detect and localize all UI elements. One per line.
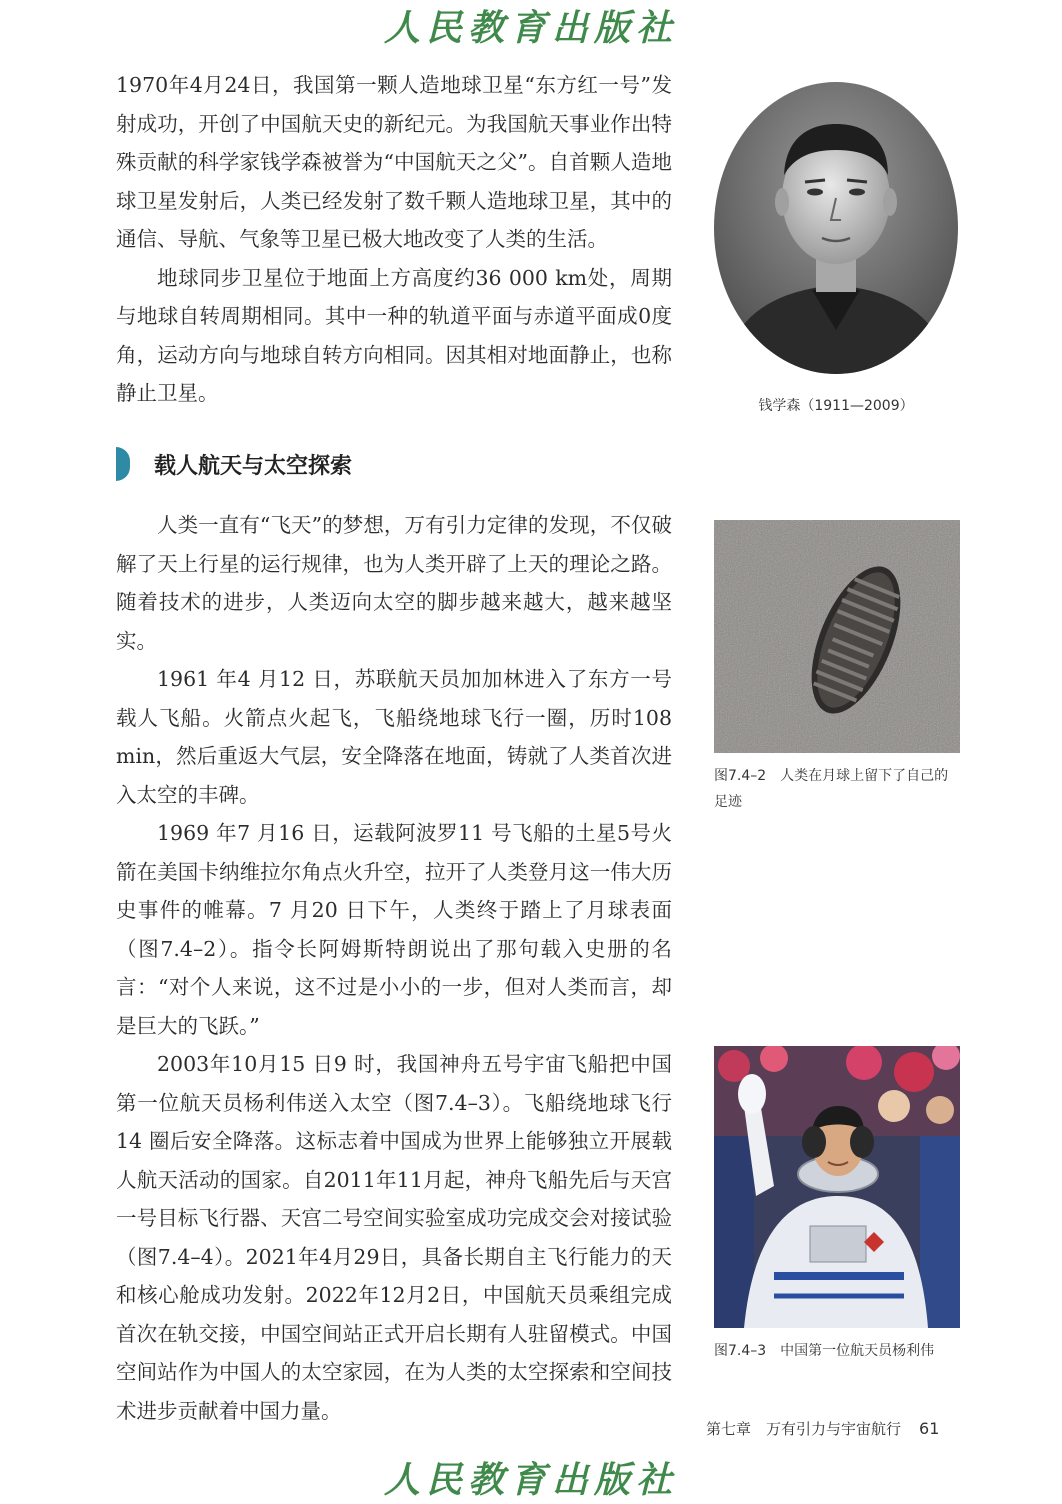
- main-text: [116, 506, 672, 1430]
- moon-footprint-photo: [714, 520, 960, 753]
- paragraph-flight-dream: 人类一直有“飞天”的梦想，万有引力定律的发现，不仅破解了天上行星的运行规律，也为人类开辟了上天的理论之路。随着技术的进步，人类迈向太空的脚步越来越大，越来越坚实。: [116, 513, 672, 653]
- paragraph-satellite-history: 1970年4月24日，我国第一颗人造地球卫星“东方红一号”发射成功，开创了中国航天史的新纪元。为我国航天事业作出特殊贡献的科学家钱学森被誉为“中国航天之父”。自首颗人造地球卫星发射后，人类已经发射了数千颗人造地球卫星，其中的通信、导航、气象等卫星已极大地改变了人类的生活。: [116, 73, 672, 251]
- section-heading-text: 载人航天与太空探索: [154, 453, 353, 479]
- section-heading: [116, 446, 352, 482]
- intro-text: [116, 66, 672, 413]
- chapter-title: 第七章 万有引力与宇宙航行: [706, 1420, 902, 1438]
- paragraph-shenzhou: 2003年10月15 日9 时，我国神舟五号宇宙飞船把中国第一位航天员杨利伟送入太空（图7.4–3）。飞船绕地球飞行14 圈后安全降落。这标志着中国成为世界上能够独立开展载人航天活动的国家。自2011年11月起，神舟飞船先后与天宫一号目标飞行器、天宫二号空间实验室成功完成交会对接试验（图7.4–4）。2021年4月29日，具备长期自主飞行能力的天和核心舱成功发射。2022年12月2日，中国航天员乘组完成首次在轨交接，中国空间站正式开启长期有人驻留模式。中国空间站作为中国人的太空家园，在为人类的太空探索和空间技术进步贡献着中国力量。: [116, 1052, 672, 1423]
- paragraph-geostationary: 地球同步卫星位于地面上方高度约36 000 km处，周期与地球自转周期相同。其中一种的轨道平面与赤道平面成0度角，运动方向与地球自转方向相同。因其相对地面静止，也称静止卫星。: [116, 265, 672, 405]
- page-footer: [706, 1418, 939, 1439]
- footprint-caption: 图7.4–2 人类在月球上留下了自己的足迹: [714, 768, 949, 810]
- portrait-caption: 钱学森（1911—2009）: [758, 398, 914, 414]
- publisher-watermark-top: 人民教育出版社: [383, 7, 678, 49]
- paragraph-apollo: 1969 年7 月16 日，运载阿波罗11 号飞船的土星5号火箭在美国卡纳维拉尔角点火升空，拉开了人类登月这一伟大历史事件的帷幕。7 月20 日下午，人类终于踏上了月球表面（图7.4–2）。指令长阿姆斯特朗说出了那句载入史册的名言：“对个人来说，这不过是小小的一步，但对人类而言，却是巨大的飞跃。”: [116, 821, 672, 1038]
- astronaut-photo: [714, 1046, 960, 1328]
- astronaut-caption: 图7.4–3 中国第一位航天员杨利伟: [714, 1343, 935, 1359]
- portrait-photo: [712, 80, 960, 376]
- page-number: 61: [919, 1419, 940, 1438]
- publisher-watermark-bottom: 人民教育出版社: [383, 1459, 678, 1501]
- heading-marker-icon: [116, 447, 130, 481]
- paragraph-gagarin: 1961 年4 月12 日，苏联航天员加加林进入了东方一号载人飞船。火箭点火起飞，飞船绕地球飞行一圈，历时108 min，然后重返大气层，安全降落在地面，铸就了人类首次进入太空的丰碑。: [116, 667, 672, 807]
